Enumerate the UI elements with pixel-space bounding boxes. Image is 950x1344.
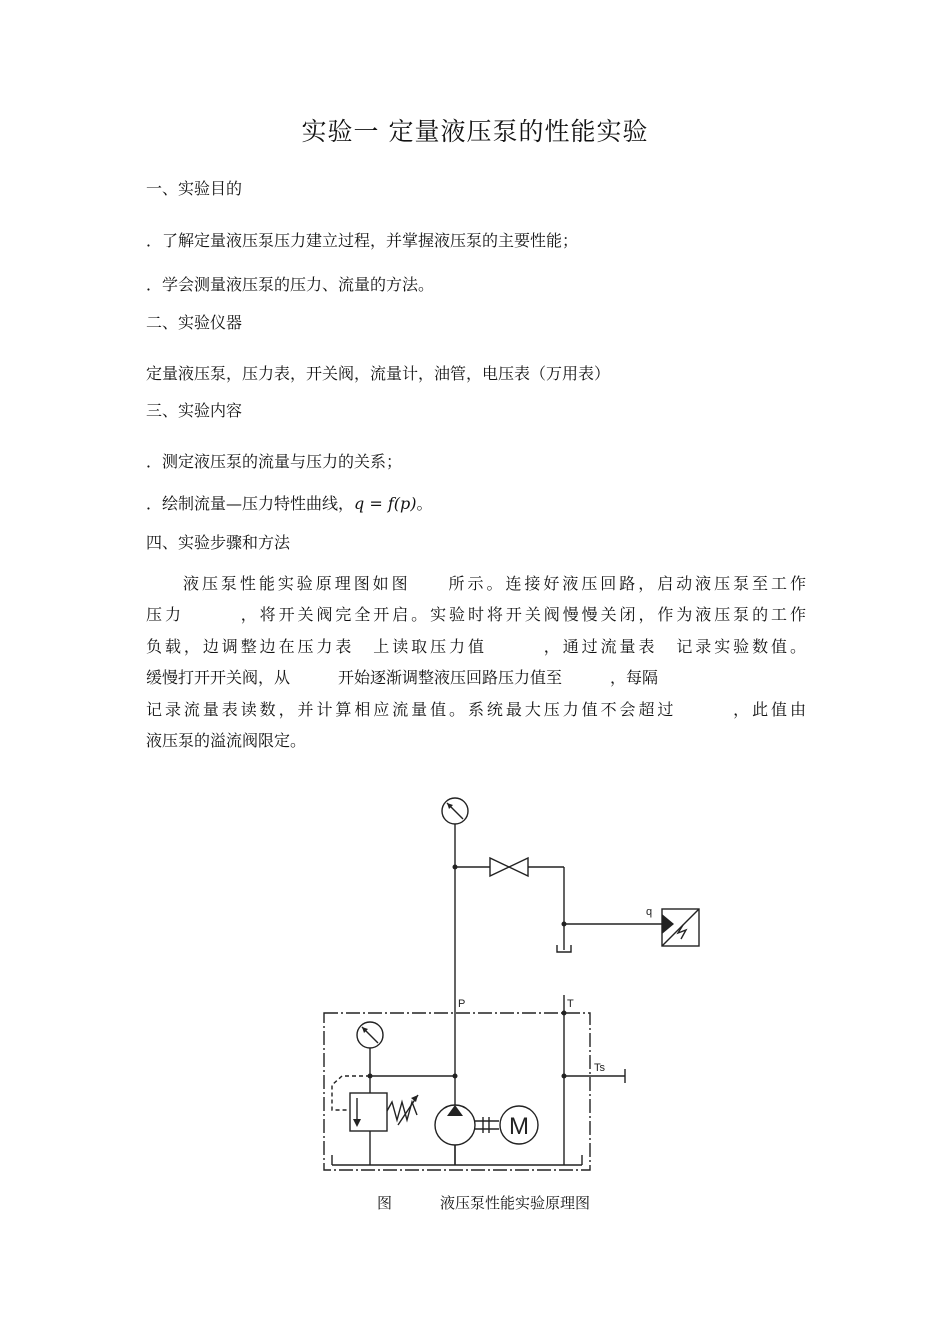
steps-line-1: 液压泵性能实验原理图如图 所示。连接好液压回路，启动液压泵至工作 — [183, 574, 806, 593]
flow-meter-icon — [662, 909, 699, 946]
formula-text: q = f(p) — [354, 494, 417, 513]
motor-icon — [500, 1106, 538, 1144]
hydraulic-schematic — [300, 780, 720, 1180]
shutoff-valve-icon — [490, 858, 528, 876]
relief-valve-icon — [332, 1076, 418, 1131]
caption-text: 液压泵性能实验原理图 — [440, 1194, 591, 1212]
content-item-2-prefix: ．绘制流量—压力特性曲线， — [146, 494, 355, 513]
section-heading-content: 三、实验内容 — [146, 401, 243, 420]
caption-fig: 图 — [377, 1194, 393, 1212]
pump-icon — [435, 1105, 475, 1145]
section-heading-instruments: 二、实验仪器 — [146, 313, 243, 332]
page-title: 实验一 定量液压泵的性能实验 — [301, 117, 649, 146]
purpose-item-1: ．了解定量液压泵压力建立过程，并掌握液压泵的主要性能； — [146, 231, 579, 250]
formula — [354, 494, 416, 513]
steps-line-6: 液压泵的溢流阀限定。 — [146, 731, 307, 751]
purpose-item-2: ．学会测量液压泵的压力、流量的方法。 — [146, 275, 435, 294]
label-motor: M — [509, 1113, 529, 1140]
steps-line-3: 负载，边调整边在压力表 上读取压力值 ，通过流量表 记录实验数值。 — [146, 636, 806, 656]
steps-line-5: 记录流量表读数，并计算相应流量值。系统最大压力值不会超过 ，此值由 — [146, 699, 806, 719]
steps-paragraph — [146, 568, 806, 756]
section-heading-purpose: 一、实验目的 — [146, 179, 243, 198]
pressure-gauge-inner-icon — [357, 1022, 383, 1048]
instruments-text: 定量液压泵，压力表，开关阀，流量计，油管，电压表（万用表） — [146, 364, 611, 383]
pressure-gauge-top-icon — [442, 798, 468, 824]
section-heading-steps: 四、实验步骤和方法 — [146, 533, 291, 552]
label-ts: Ts — [594, 1062, 605, 1074]
content-item-1: ．测定液压泵的流量与压力的关系； — [146, 452, 403, 471]
content-item-2-suffix: 。 — [416, 494, 433, 513]
label-p: P — [458, 998, 466, 1010]
steps-line-2: 压力 ，将开关阀完全开启。实验时将开关阀慢慢关闭，作为液压泵的工作 — [146, 605, 806, 625]
label-t: T — [567, 998, 574, 1010]
steps-line-4: 缓慢打开开关阀，从 开始逐渐调整液压回路压力值至 ，每隔 — [146, 668, 659, 688]
content-item-2 — [146, 491, 433, 514]
label-q: q — [646, 906, 653, 918]
